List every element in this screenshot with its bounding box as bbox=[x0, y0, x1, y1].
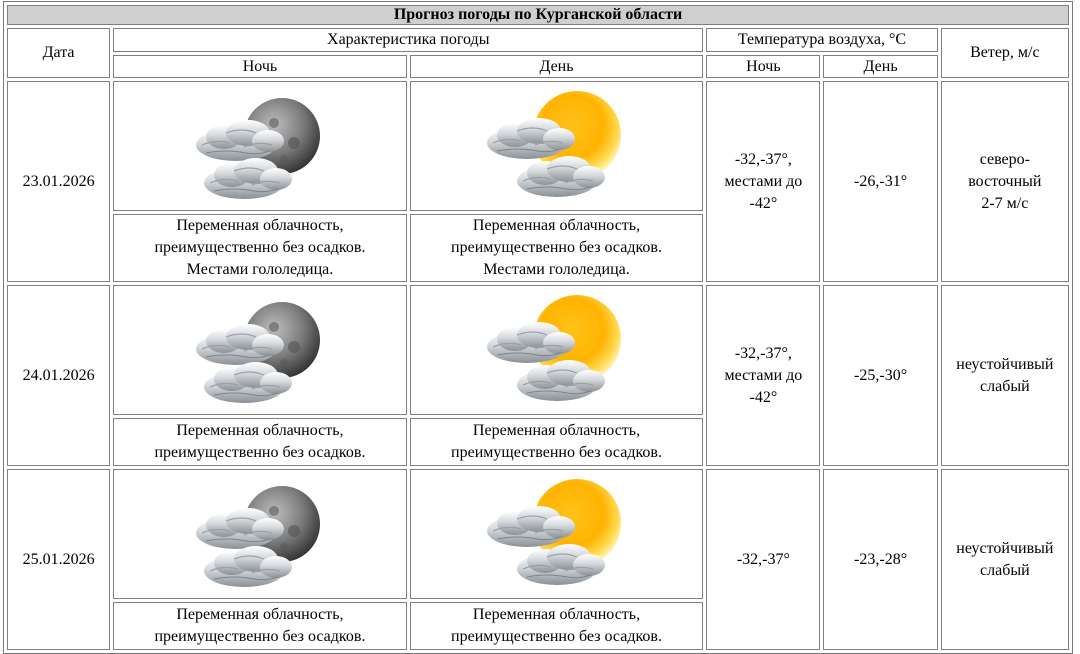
day-icon-cell bbox=[410, 285, 704, 415]
description-line: преимущественно без осадков. bbox=[451, 444, 662, 461]
wind-line: северо- bbox=[979, 150, 1030, 168]
temp-line: -42° bbox=[749, 194, 778, 212]
moon-cloud-icon bbox=[190, 91, 330, 201]
sun-cloud-icon bbox=[477, 479, 637, 589]
description-line: преимущественно без осадков. bbox=[154, 239, 366, 256]
temp-line: -32,-37° bbox=[736, 550, 790, 568]
day-icon-cell bbox=[410, 81, 704, 211]
table-row bbox=[7, 285, 1069, 415]
temp-line: -42° bbox=[749, 388, 778, 406]
date-cell: 25.01.2026 bbox=[7, 469, 110, 650]
temp-line: местами до bbox=[724, 366, 803, 384]
description-line: Переменная облачность, bbox=[472, 217, 641, 234]
day-description bbox=[410, 602, 704, 650]
temp-night-cell bbox=[706, 285, 820, 466]
day-description bbox=[410, 418, 704, 466]
moon-cloud-icon bbox=[190, 295, 330, 405]
temp-day-cell: -25,-30° bbox=[823, 285, 937, 466]
temp-line: -32,-37°, bbox=[734, 344, 792, 362]
wind-line: неустойчивый bbox=[956, 355, 1054, 373]
date-cell: 23.01.2026 bbox=[7, 81, 110, 282]
temp-night-cell bbox=[706, 81, 820, 282]
header-weather: Характеристика погоды bbox=[113, 28, 703, 52]
description-line: Местами гололедица. bbox=[483, 261, 630, 278]
header-temp-night: Ночь bbox=[706, 55, 820, 78]
temp-line: -32,-37°, bbox=[734, 150, 792, 168]
description-line: Местами гололедица. bbox=[186, 261, 334, 278]
wind-line: неустойчивый bbox=[956, 539, 1054, 557]
wind-line: 2-7 м/с bbox=[981, 194, 1029, 212]
night-description bbox=[113, 418, 407, 466]
day-icon-cell bbox=[410, 469, 704, 599]
wind-line: восточный bbox=[968, 172, 1042, 190]
temp-night-cell bbox=[706, 469, 820, 650]
day-description bbox=[410, 214, 704, 282]
table-row bbox=[7, 469, 1069, 599]
header-wind: Ветер, м/с bbox=[941, 28, 1069, 78]
description-line: преимущественно без осадков. bbox=[154, 628, 366, 645]
description-line: преимущественно без осадков. bbox=[451, 628, 662, 645]
temp-day-cell: -26,-31° bbox=[823, 81, 937, 282]
forecast-table bbox=[3, 1, 1073, 654]
wind-cell bbox=[941, 81, 1069, 282]
header-weather-day: День bbox=[410, 55, 704, 78]
night-description bbox=[113, 214, 407, 282]
header-temperature: Температура воздуха, °C bbox=[706, 28, 937, 52]
header-weather-night: Ночь bbox=[113, 55, 407, 78]
wind-line: слабый bbox=[980, 561, 1030, 579]
night-icon-cell bbox=[113, 285, 407, 415]
description-line: Переменная облачность, bbox=[176, 217, 344, 234]
description-line: Переменная облачность, bbox=[176, 422, 344, 439]
wind-cell bbox=[941, 469, 1069, 650]
sun-cloud-icon bbox=[477, 91, 637, 201]
moon-cloud-icon bbox=[190, 479, 330, 589]
wind-line: слабый bbox=[980, 377, 1030, 395]
date-cell: 24.01.2026 bbox=[7, 285, 110, 466]
description-line: преимущественно без осадков. bbox=[451, 239, 662, 256]
sun-cloud-icon bbox=[477, 295, 637, 405]
night-description bbox=[113, 602, 407, 650]
night-icon-cell bbox=[113, 469, 407, 599]
wind-cell bbox=[941, 285, 1069, 466]
table-title: Прогноз погоды по Курганской области bbox=[7, 5, 1069, 25]
temp-day-cell: -23,-28° bbox=[823, 469, 937, 650]
night-icon-cell bbox=[113, 81, 407, 211]
description-line: Переменная облачность, bbox=[176, 606, 344, 623]
temp-line: местами до bbox=[724, 172, 803, 190]
description-line: преимущественно без осадков. bbox=[154, 444, 366, 461]
description-line: Переменная облачность, bbox=[472, 606, 641, 623]
description-line: Переменная облачность, bbox=[472, 422, 641, 439]
header-date: Дата bbox=[7, 28, 110, 78]
table-row bbox=[7, 81, 1069, 211]
header-temp-day: День bbox=[823, 55, 937, 78]
